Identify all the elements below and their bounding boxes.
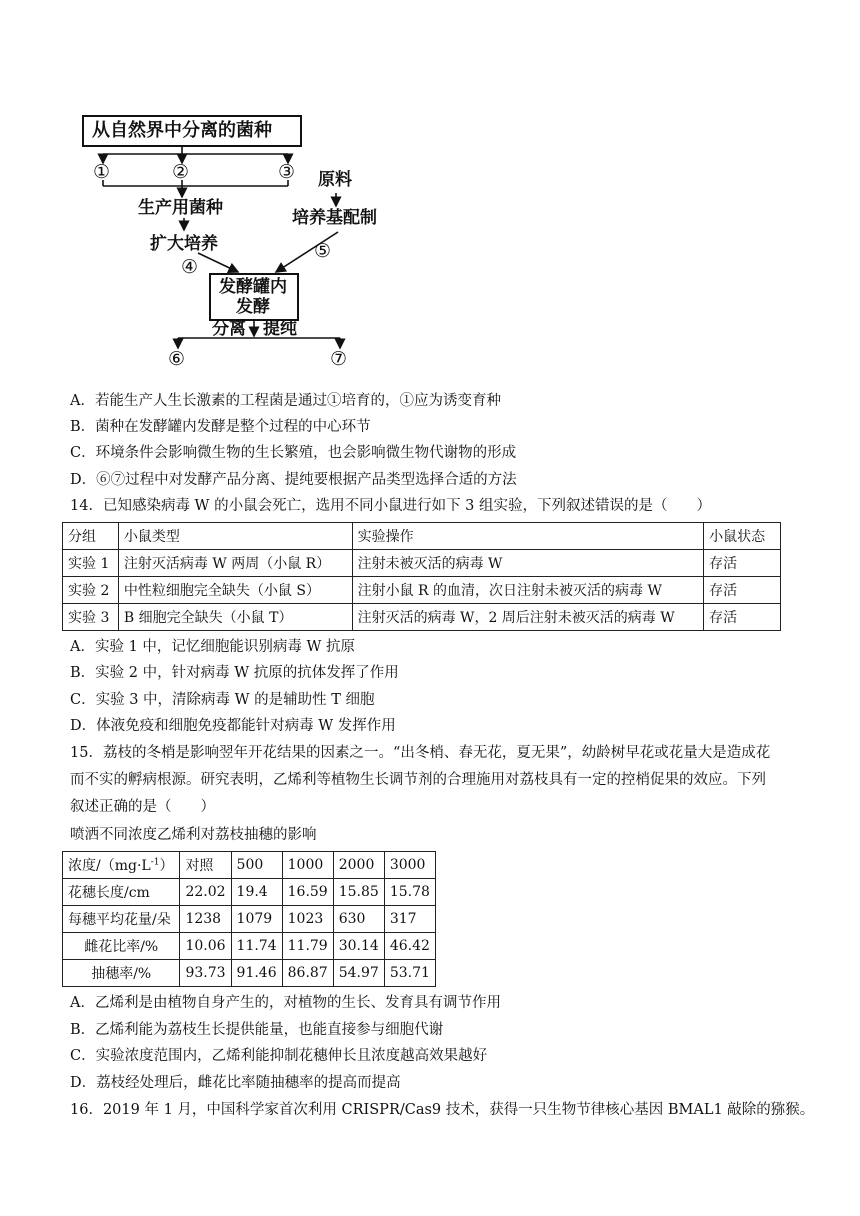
table-cell: 1023 [282, 906, 333, 933]
table-row [63, 604, 781, 631]
table-header-cell: 2000 [333, 852, 384, 879]
purify-label: 提纯 [263, 319, 297, 339]
table-header-row [63, 852, 436, 879]
table-header-cell: 分组 [63, 523, 119, 550]
q14-option-d: D．体液免疫和细胞免疫都能针对病毒 W 发挥作用 [70, 718, 396, 734]
table-header-cell [63, 852, 180, 879]
table-row [63, 879, 436, 906]
table-cell: 54.97 [333, 960, 384, 987]
table-cell: 93.73 [180, 960, 231, 987]
table-cell: 317 [384, 906, 435, 933]
q15-table-caption: 喷洒不同浓度乙烯利对荔枝抽穗的影响 [70, 827, 317, 843]
table-row-label: 雌花比率/% [63, 933, 180, 960]
table-row [63, 960, 436, 987]
table-cell: 91.46 [231, 960, 282, 987]
table-cell: 30.14 [333, 933, 384, 960]
table-row [63, 933, 436, 960]
table-row [63, 906, 436, 933]
q13-option-a: A．若能生产人生长激素的工程菌是通过①培育的，①应为诱变育种 [70, 393, 501, 409]
table-cell: 实验 2 [63, 577, 119, 604]
table-cell: 16.59 [282, 879, 333, 906]
q16-stem: 16．2019 年 1 月，中国科学家首次利用 CRISPR/Cas9 技术，获得一只生物节律核心基因 BMAL1 敲除的猕猴。 [70, 1102, 815, 1118]
table-header-cell: 小鼠状态 [704, 523, 781, 550]
separate-label: 分离 [212, 319, 246, 339]
q13-option-b: B．菌种在发酵罐内发酵是整个过程的中心环节 [70, 419, 371, 435]
production-strain-label: 生产用菌种 [138, 198, 223, 218]
table-row-label: 每穗平均花量/朵 [63, 906, 180, 933]
table-cell: 注射灭活病毒 W 两周（小鼠 R） [118, 550, 352, 577]
concentration-label: 浓度/（mg·L [68, 858, 151, 874]
fermentor-label-line1: 发酵罐内 [219, 277, 287, 297]
step-5-label: ⑤ [314, 240, 332, 262]
raw-material-label: 原料 [318, 170, 352, 190]
q13-option-c: C．环境条件会影响微生物的生长繁殖，也会影响微生物代谢物的形成 [70, 445, 517, 461]
q15-stem-line1: 15．荔枝的冬梢是影响翌年开花结果的因素之一。“出冬梢、春无花，夏无果”，幼龄树早花或花量大是造成花 [70, 745, 771, 761]
table-cell: 1079 [231, 906, 282, 933]
table-header-cell: 对照 [180, 852, 231, 879]
table-header-cell: 3000 [384, 852, 435, 879]
table-cell: 注射未被灭活的病毒 W [352, 550, 704, 577]
step-7-label: ⑦ [330, 348, 348, 370]
table-cell: 注射小鼠 R 的血清，次日注射未被灭活的病毒 W [352, 577, 704, 604]
q14-option-c: C．实验 3 中，清除病毒 W 的是辅助性 T 细胞 [70, 692, 375, 708]
table-cell: 11.79 [282, 933, 333, 960]
table-cell: 11.74 [231, 933, 282, 960]
table-header-cell: 小鼠类型 [118, 523, 352, 550]
step-6-label: ⑥ [168, 348, 186, 370]
table-cell: 存活 [704, 550, 781, 577]
table-cell: 注射灭活的病毒 W，2 周后注射未被灭活的病毒 W [352, 604, 704, 631]
step-4-label: ④ [181, 256, 199, 278]
table-cell: 22.02 [180, 879, 231, 906]
diagram-source-strain: 从自然界中分离的菌种 [92, 120, 272, 141]
table-header-row [63, 523, 781, 550]
table-cell: 实验 1 [63, 550, 119, 577]
q15-option-a: A．乙烯利是由植物自身产生的，对植物的生长、发育具有调节作用 [70, 995, 501, 1011]
table-header-cell: 500 [231, 852, 282, 879]
table-cell: 19.4 [231, 879, 282, 906]
q15-option-b: B．乙烯利能为荔枝生长提供能量，也能直接参与细胞代谢 [70, 1022, 444, 1038]
step-2-label: ② [172, 161, 190, 183]
unit-superscript: -1 [150, 857, 160, 868]
q13-option-d: D．⑥⑦过程中对发酵产品分离、提纯要根据产品类型选择合适的方法 [70, 472, 517, 488]
expand-culture-label: 扩大培养 [150, 234, 218, 254]
table-cell: 1238 [180, 906, 231, 933]
table-cell: 实验 3 [63, 604, 119, 631]
q14-stem: 14．已知感染病毒 W 的小鼠会死亡，选用不同小鼠进行如下 3 组实验，下列叙述错误的是（ ） [70, 498, 712, 514]
q15-stem-line2: 而不实的孵病根源。研究表明，乙烯利等植物生长调节剂的合理施用对荔枝具有一定的控梢促果的效应。下列 [70, 772, 766, 788]
table-cell: 15.78 [384, 879, 435, 906]
diagram-lines [78, 110, 418, 375]
q14-option-b: B．实验 2 中，针对病毒 W 抗原的抗体发挥了作用 [70, 665, 399, 681]
fermentation-flow-diagram [78, 110, 418, 375]
q15-ethephon-table [62, 851, 436, 987]
table-row-label: 抽穗率/% [63, 960, 180, 987]
table-row [63, 550, 781, 577]
concentration-label-tail: ） [159, 858, 174, 874]
q15-option-d: D．荔枝经处理后，雌花比率随抽穗率的提高而提高 [70, 1075, 401, 1091]
table-row [63, 577, 781, 604]
table-row-label: 花穗长度/cm [63, 879, 180, 906]
table-cell: 86.87 [282, 960, 333, 987]
q15-option-c: C．实验浓度范围内，乙烯利能抑制花穗伸长且浓度越高效果越好 [70, 1048, 488, 1064]
table-cell: 15.85 [333, 879, 384, 906]
q14-experiment-table [62, 522, 781, 631]
fermentor-label-line2: 发酵 [236, 297, 270, 317]
table-header-cell: 1000 [282, 852, 333, 879]
table-cell: 存活 [704, 604, 781, 631]
step-3-label: ③ [278, 161, 296, 183]
table-cell: 中性粒细胞完全缺失（小鼠 S） [118, 577, 352, 604]
medium-prep-label: 培养基配制 [292, 208, 377, 228]
q15-stem-line3: 叙述正确的是（ ） [70, 799, 215, 815]
step-1-label: ① [93, 161, 111, 183]
table-cell: B 细胞完全缺失（小鼠 T） [118, 604, 352, 631]
table-cell: 存活 [704, 577, 781, 604]
table-cell: 53.71 [384, 960, 435, 987]
q14-option-a: A．实验 1 中，记忆细胞能识别病毒 W 抗原 [70, 639, 356, 655]
table-cell: 46.42 [384, 933, 435, 960]
table-cell: 630 [333, 906, 384, 933]
table-cell: 10.06 [180, 933, 231, 960]
table-header-cell: 实验操作 [352, 523, 704, 550]
